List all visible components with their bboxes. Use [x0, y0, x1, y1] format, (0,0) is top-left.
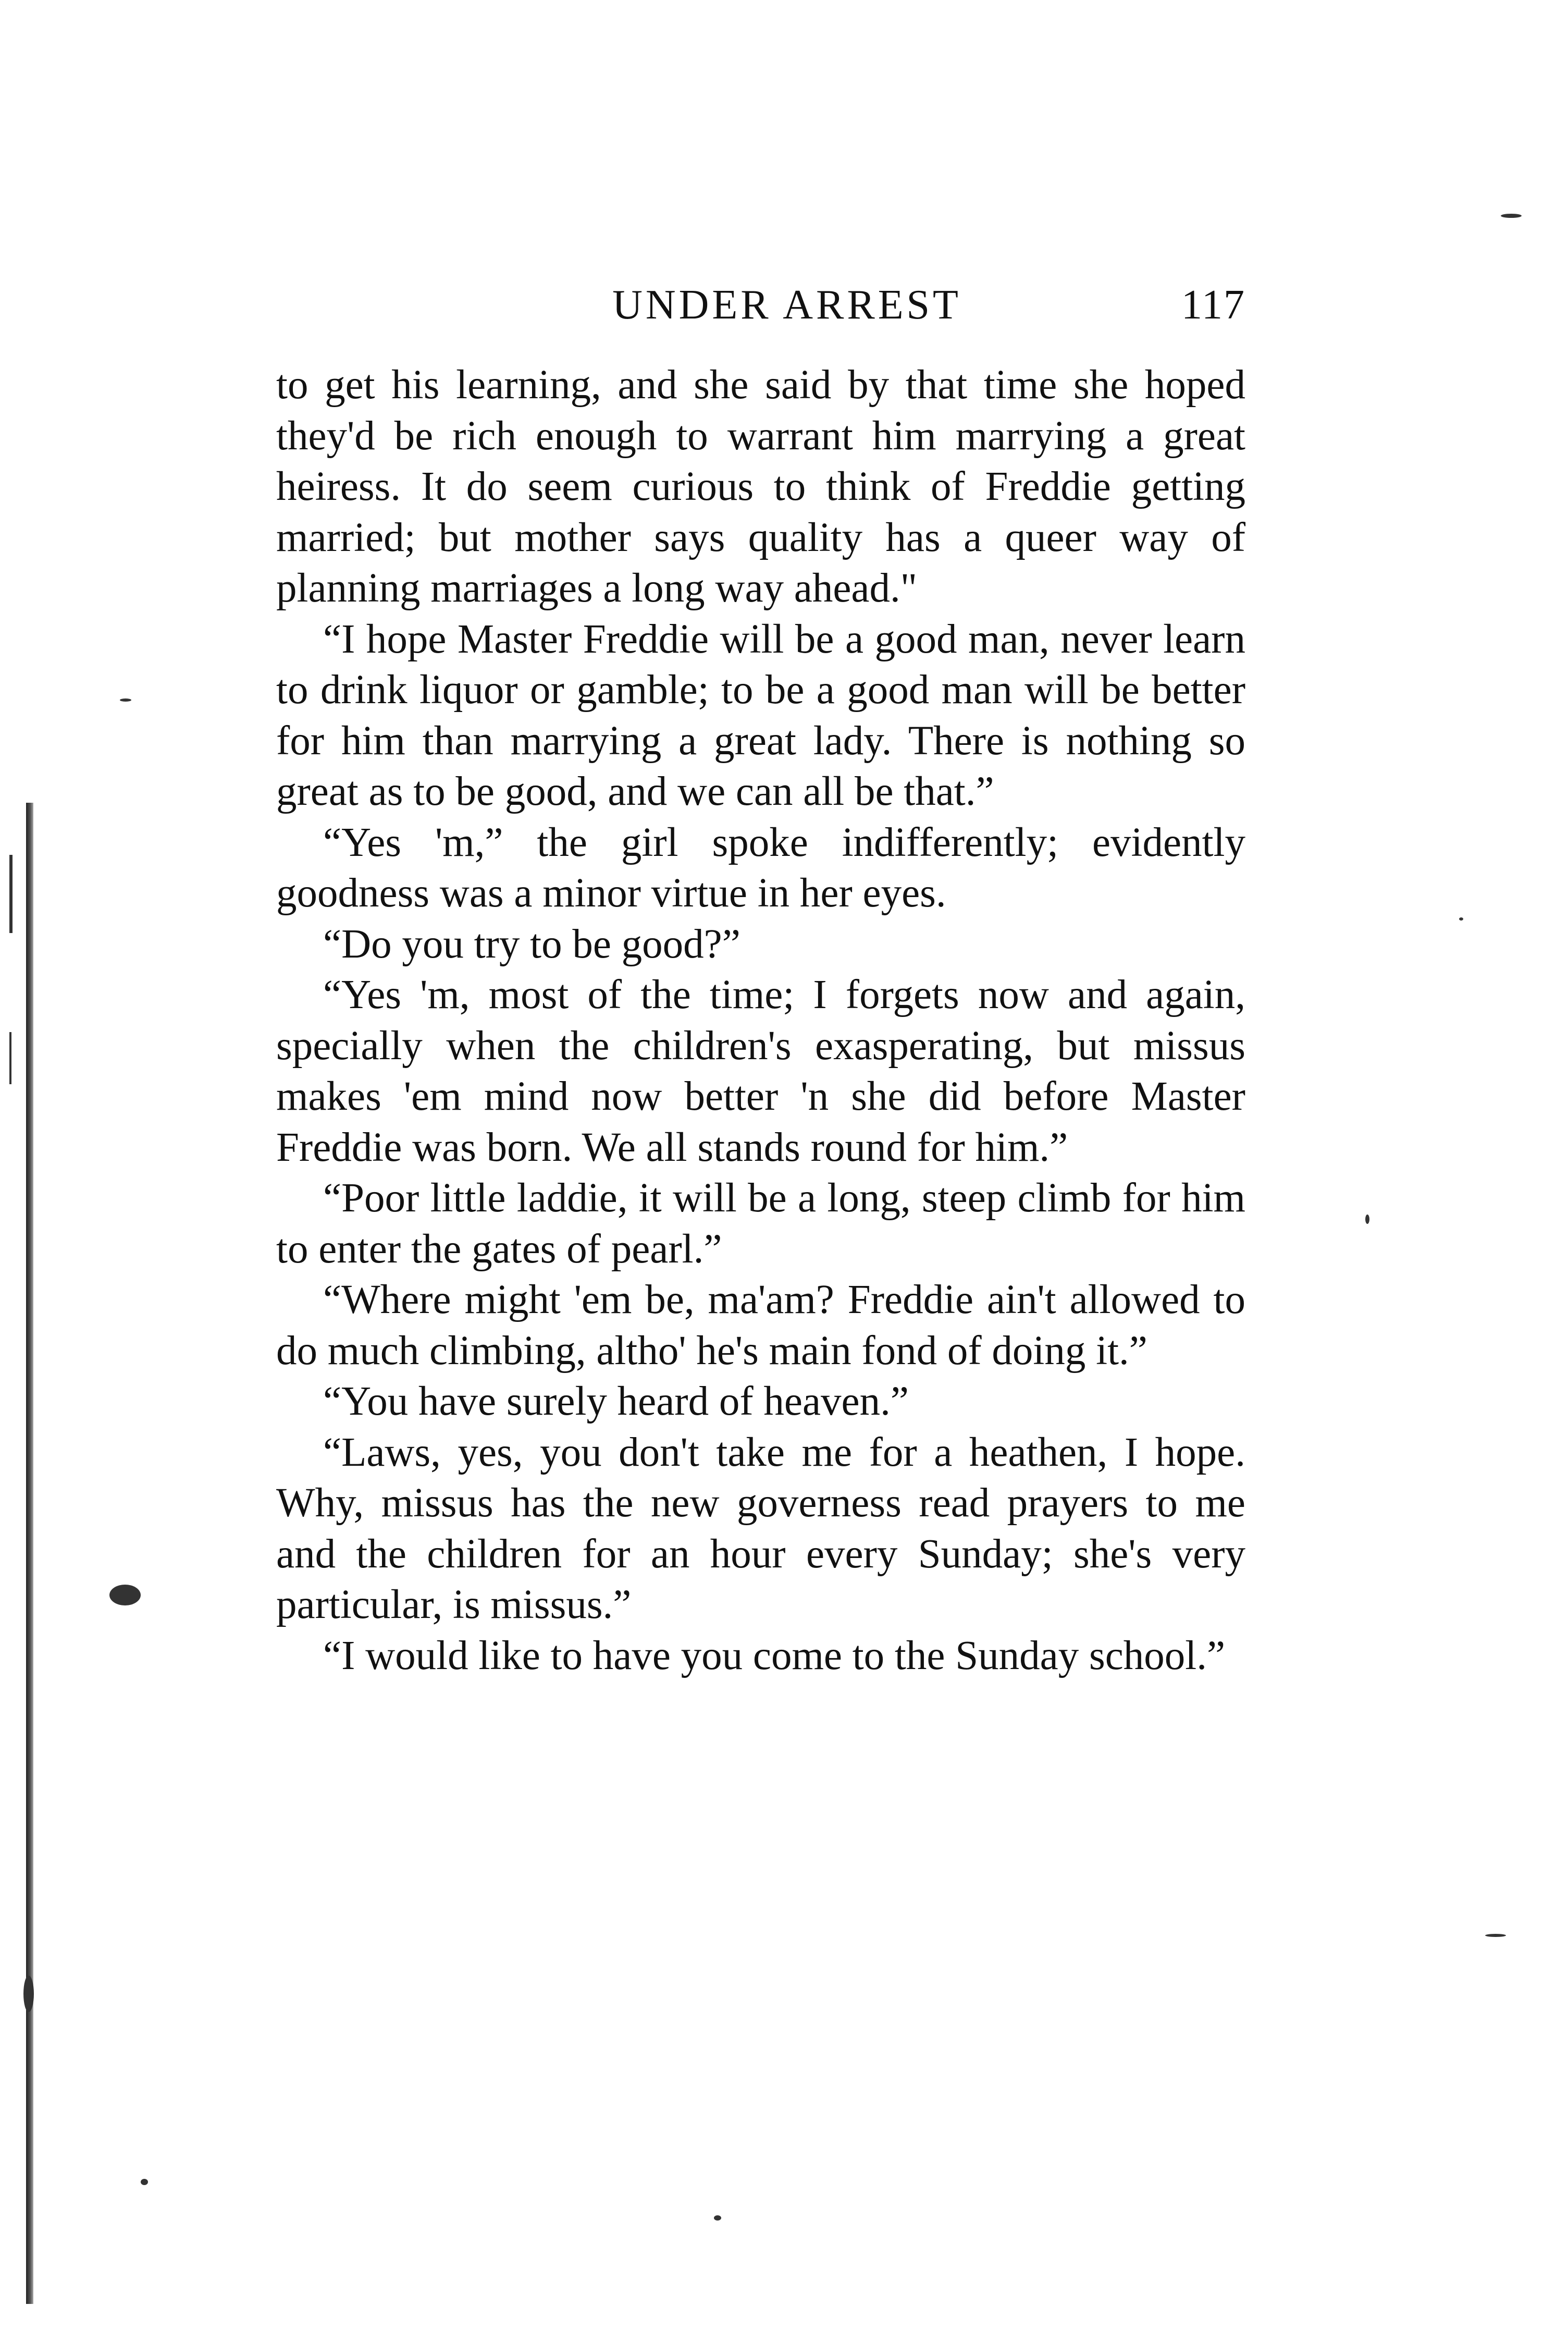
- binding-mark: [9, 855, 13, 933]
- running-head: UNDER ARREST: [612, 282, 961, 328]
- paragraph: “You have surely heard of heaven.”: [323, 1379, 909, 1424]
- scan-speck: [120, 698, 131, 702]
- paragraph: “Laws, yes, you don't take me for a heathen, I hope. Why, missus has the new governess read prayers to me and the children for an hour every Sunday; she's very particular, is missus.”: [276, 1429, 1245, 1627]
- binding-shadow: [26, 803, 33, 2304]
- paragraph: “I hope Master Freddie will be a good man, never learn to drink liquor or gamble; to be a good man will be better for him than marrying a great lady. There is nothing so great as to be good, and we can all be that.”: [276, 616, 1245, 814]
- paragraph: “Yes 'm,” the girl spoke indifferently; evidently goodness was a minor virtue in her eyes.: [276, 819, 1245, 916]
- paragraph: “Yes 'm, most of the time; I forgets now and again, specially when the children's exasperating, but missus makes 'em mind now better 'n she did before Master Freddie was born. We all stands round for him.”: [276, 972, 1245, 1170]
- paragraph: “Where might 'em be, ma'am? Freddie ain't allowed to do much climbing, altho' he's main fond of doing it.”: [276, 1277, 1245, 1374]
- scan-speck: [23, 1976, 34, 2012]
- scan-speck: [141, 2179, 148, 2185]
- scan-speck: [1501, 214, 1522, 218]
- scan-speck: [1365, 1215, 1369, 1224]
- scan-speck: [1459, 917, 1463, 921]
- page-header: [276, 271, 1245, 339]
- scan-speck: [714, 2215, 721, 2221]
- binding-mark: [9, 1032, 11, 1084]
- paragraph: to get his learning, and she said by that time she hoped they'd be rich enough to warrant him marrying a great heiress. It do seem curious to think of Freddie getting married; but mother says quality has a queer way of planning marriages a long way ahead.": [276, 362, 1245, 611]
- paragraph: “Poor little laddie, it will be a long, steep climb for him to enter the gates of pearl.”: [276, 1175, 1245, 1272]
- body-text: [276, 360, 1245, 1681]
- paragraph: “Do you try to be good?”: [323, 921, 740, 967]
- scan-speck: [1485, 1934, 1506, 1937]
- page-number: 117: [1181, 282, 1245, 328]
- paragraph: “I would like to have you come to the Sunday school.”: [323, 1633, 1226, 1678]
- scan-speck: [109, 1585, 141, 1605]
